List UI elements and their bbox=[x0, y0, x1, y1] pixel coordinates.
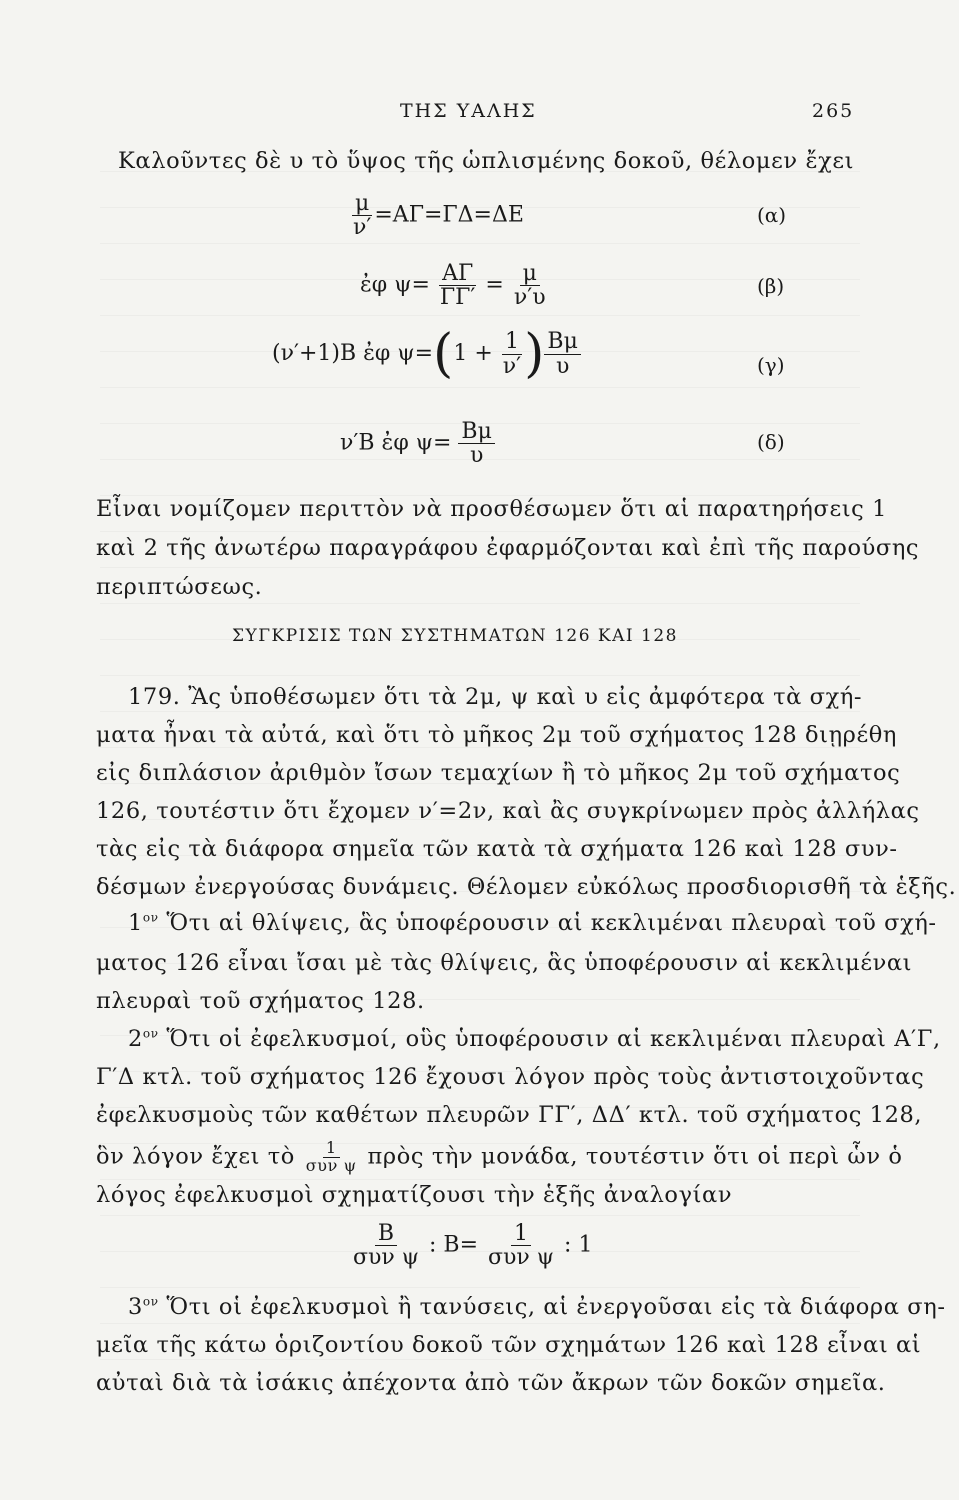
page-number: 265 bbox=[812, 100, 855, 122]
show-through-texture bbox=[100, 140, 863, 1360]
text-line: ματα ἦναι τὰ αὐτά, καὶ ὅτι τὸ μῆκος 2μ τοῦ σχήματος 128 διῃρέθη bbox=[96, 722, 897, 748]
text-line: $1^{o\nu}$ Ὅτι αἱ θλίψεις, ἃς ὑποφέρουσιν αἱ κεκλιμέναι πλευραὶ τοῦ σχή- bbox=[128, 910, 937, 936]
running-header: ΤΗΣ ΥΑΛΗΣ bbox=[400, 100, 537, 122]
fraction: $\frac{B}{\text{συν ψ}}$ bbox=[353, 1221, 420, 1271]
text-line: $3^{o\nu}$ Ὅτι οἱ ἐφελκυσμοὶ ἢ τανύσεις, αἱ ἐνεργοῦσαι εἰς τὰ διάφορα ση- bbox=[128, 1294, 946, 1320]
fraction: $\frac{\mu}{\nu'}$ bbox=[353, 191, 372, 241]
equation-alpha: $\frac{\mu}{\nu'}$ =ΑΓ=ΓΔ=ΔΕ bbox=[350, 192, 524, 239]
text-line: 126, τουτέστιν ὅτι ἔχομεν ν′=2ν, καὶ ἂς συγκρίνωμεν πρὸς ἀλλήλας bbox=[96, 798, 920, 824]
text-line: 179. Ἂς ὑποθέσωμεν ὅτι τὰ 2μ, ψ καὶ υ εἰς ἀμφότερα τὰ σχή- bbox=[128, 684, 863, 710]
fraction: $\frac{1}{\text{συν ψ}}$ bbox=[305, 1138, 357, 1175]
text-line: $2^{o\nu}$ Ὅτι οἱ ἐφελκυσμοί, οὓς ὑποφέρουσιν αἱ κεκλιμέναι πλευραὶ Α′Γ, bbox=[128, 1026, 941, 1052]
text-line: καὶ 2 τῆς ἀνωτέρω παραγράφου ἐφαρμόζονται καὶ ἐπὶ τῆς παρούσης bbox=[96, 535, 920, 561]
text-line: πλευραὶ τοῦ σχήματος 128. bbox=[96, 988, 425, 1014]
fraction: $\frac{A\Gamma}{\Gamma\Gamma'}$ bbox=[439, 261, 476, 311]
left-parenthesis: ( bbox=[433, 324, 454, 384]
text-line: δέσμων ἐνεργούσας δυνάμεις. Θέλομεν εὐκόλως προσδιορισθῆ τὰ ἑξῆς. bbox=[96, 874, 957, 900]
fraction: $\frac{1}{\text{συν ψ}}$ bbox=[488, 1221, 555, 1271]
text-line: εἰς διπλάσιον ἀριθμὸν ἴσων τεμαχίων ἢ τὸ μῆκος 2μ τοῦ σχήματος bbox=[96, 760, 901, 786]
equation-tag: (δ) bbox=[757, 430, 785, 454]
equation-tag: (β) bbox=[757, 274, 785, 298]
equation-tag: (α) bbox=[757, 203, 787, 227]
equation-gamma: (ν′+1)Β ἐφ ψ=(1 + $\frac{1}{\nu'}$ ) $\frac{B\mu}{\upsilon}$ bbox=[272, 328, 581, 380]
text-line: περιπτώσεως. bbox=[96, 574, 263, 600]
fraction: $\frac{B\mu}{\upsilon}$ bbox=[458, 420, 494, 467]
text-line: αὐταὶ διὰ τὰ ἰσάκις ἀπέχοντα ἀπὸ τῶν ἄκρων τῶν δοκῶν σημεῖα. bbox=[96, 1370, 886, 1396]
section-heading: ΣΥΓΚΡΙΣΙΣ ΤΩΝ ΣΥΣΤΗΜΑΤΩΝ 126 ΚΑΙ 128 bbox=[232, 626, 678, 646]
right-parenthesis: ) bbox=[524, 324, 545, 384]
equation-delta: ν′Β ἐφ ψ= $\frac{B\mu}{\upsilon}$ bbox=[340, 420, 495, 467]
fraction: $\frac{B\mu}{\upsilon}$ bbox=[544, 330, 580, 377]
text-line: λόγος ἐφελκυσμοὶ σχηματίζουσι τὴν ἑξῆς ἀναλογίαν bbox=[96, 1182, 733, 1208]
text-line: Εἶναι νομίζομεν περιττὸν νὰ προσθέσωμεν ὅτι αἱ παρατηρήσεις 1 bbox=[96, 496, 888, 522]
equation-tag: (γ) bbox=[757, 353, 785, 377]
equation-ratio: $\frac{B}{\text{συν ψ}}$ : Β= $\frac{1}{\text{συν ψ}}$ : 1 bbox=[350, 1222, 592, 1269]
text-line: ἐφελκυσμοὺς τῶν καθέτων πλευρῶν ΓΓ′, ΔΔ′ κτλ. τοῦ σχήματος 128, bbox=[96, 1102, 923, 1128]
fraction: $\frac{1}{\nu'}$ bbox=[502, 329, 522, 379]
equation-beta: ἐφ ψ= $\frac{A\Gamma}{\Gamma\Gamma'}$ = $\frac{\mu}{\nu'\upsilon}$ bbox=[360, 262, 549, 309]
text-line: ὃν λόγον ἔχει τὸ $\frac{1}{\text{συν ψ}}$ πρὸς τὴν μονάδα, τουτέστιν ὅτι οἱ περὶ ὧν ὁ bbox=[96, 1138, 903, 1175]
fraction: $\frac{\mu}{\nu'\upsilon}$ bbox=[513, 261, 546, 311]
text-line: τὰς εἰς τὰ διάφορα σημεῖα τῶν κατὰ τὰ σχήματα 126 καὶ 128 συν- bbox=[96, 836, 898, 862]
text-line: Καλοῦντες δὲ υ τὸ ὕψος τῆς ὡπλισμένης δοκοῦ, θέλομεν ἔχει bbox=[118, 148, 855, 174]
text-line: Γ′Δ κτλ. τοῦ σχήματος 126 ἔχουσι λόγον πρὸς τοὺς ἀντιστοιχοῦντας bbox=[96, 1064, 925, 1090]
text-line: ματος 126 εἶναι ἴσαι μὲ τὰς θλίψεις, ἃς ὑποφέρουσιν αἱ κεκλιμέναι bbox=[96, 950, 913, 976]
text-line: μεῖα τῆς κάτω ὁριζοντίου δοκοῦ τῶν σχημάτων 126 καὶ 128 εἶναι αἱ bbox=[96, 1332, 922, 1358]
